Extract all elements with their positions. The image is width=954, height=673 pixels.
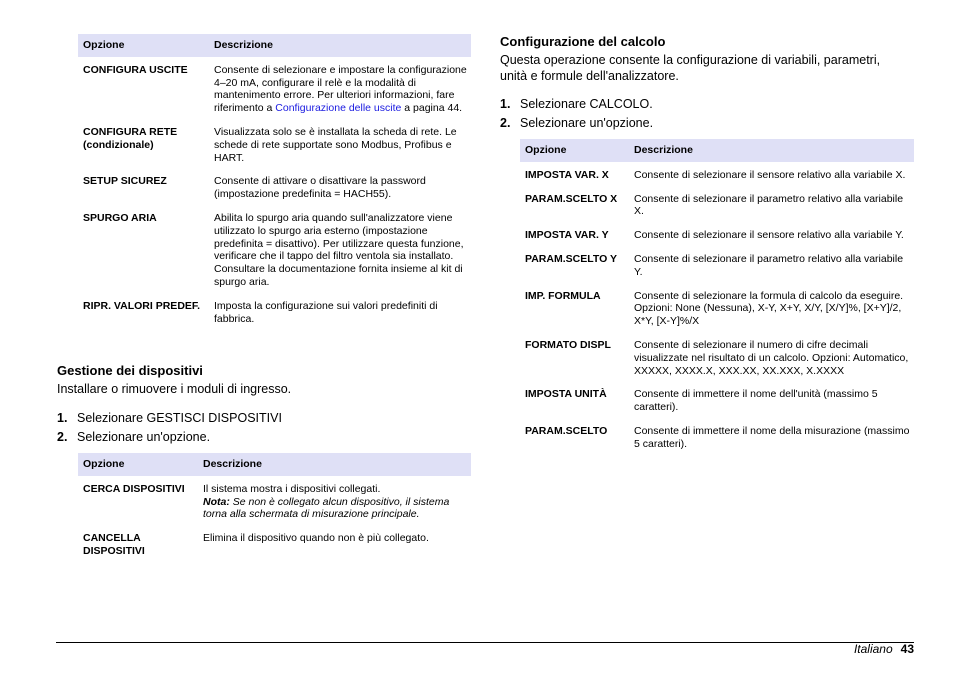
description-cell: Consente di attivare o disattivare la password (impostazione predefinita = HACH55). <box>214 175 426 201</box>
option-cell: IMP. FORMULA <box>525 289 601 302</box>
table-row <box>520 283 914 332</box>
calcolo-step-2 <box>500 115 653 131</box>
table-row <box>520 186 914 223</box>
gestione-step-2 <box>57 429 210 445</box>
table-row <box>78 525 471 562</box>
step-text: Selezionare un'opzione. <box>77 430 211 444</box>
option-cell: CONFIGURA USCITE <box>83 63 188 76</box>
description-cell: Consente di immettere il nome della misurazione (massimo 5 caratteri). <box>634 424 910 450</box>
description-cell <box>209 57 471 119</box>
description-cell: Consente di immettere il nome dell'unità (massimo 5 caratteri). <box>634 388 878 414</box>
table-row <box>520 381 914 418</box>
description-cell: Abilita lo spurgo aria quando sull'analizzatore viene utilizzato lo spurgo aria esterno (impostazione predefinita = disattivo). Per utilizzare questa funzione, verificare che il tappo del filtro ventola sia installato. Consultare la documentazione fornita insieme al kit di spurgo aria. <box>214 211 464 288</box>
calcolo-heading: Configurazione del calcolo <box>500 34 666 49</box>
step-text: Selezionare un'opzione. <box>520 116 654 130</box>
description-text-end: a pagina 44. <box>401 102 463 115</box>
gestione-heading: Gestione dei dispositivi <box>57 363 203 378</box>
header-description: Descrizione <box>198 453 471 476</box>
option-cell: PARAM.SCELTO X <box>525 192 618 205</box>
note-label: Nota: <box>203 495 230 508</box>
option-cell: IMPOSTA VAR. Y <box>525 229 609 242</box>
table-row <box>78 476 471 525</box>
gestione-step-1 <box>57 410 282 426</box>
option-cell: FORMATO DISPL <box>525 338 611 351</box>
header-description: Descrizione <box>629 139 914 162</box>
note-text: Se non è collegato alcun dispositivo, il sistema torna alla schermata di misurazione principale. <box>203 495 450 521</box>
gestione-intro: Installare o rimuovere i moduli di ingresso. <box>57 382 292 396</box>
description-cell: Consente di selezionare il parametro relativo alla variabile Y. <box>634 252 904 278</box>
table-row <box>520 418 914 455</box>
options-table-1-container <box>78 34 471 329</box>
step-text: Selezionare GESTISCI DISPOSITIVI <box>77 411 282 425</box>
header-option: Opzione <box>520 139 629 162</box>
option-cell: RIPR. VALORI PREDEF. <box>83 299 201 312</box>
header-option: Opzione <box>78 34 209 57</box>
description-cell: Visualizzata solo se è installata la scheda di rete. Le schede di rete supportate sono Modbus, Profibus e HART. <box>214 125 457 164</box>
table-row <box>520 332 914 381</box>
header-option: Opzione <box>78 453 198 476</box>
description-cell: Imposta la configurazione sui valori predefiniti di fabbrica. <box>214 299 438 325</box>
options-table-3-container <box>520 139 914 455</box>
description-cell: Consente di selezionare il sensore relativo alla variabile X. <box>634 168 906 181</box>
footer-language: Italiano <box>853 642 893 656</box>
option-cell: IMPOSTA UNITÀ <box>525 388 607 401</box>
step-number: 1. <box>57 411 68 425</box>
table-header-row <box>520 139 914 162</box>
table-row <box>78 205 471 293</box>
option-cell: PARAM.SCELTO <box>525 424 608 437</box>
table-header-row <box>78 453 471 476</box>
table-header-row <box>78 34 471 57</box>
options-table-2-container <box>78 453 471 562</box>
calcolo-step-1 <box>500 96 653 112</box>
page-footer <box>854 642 914 656</box>
table-row <box>78 119 471 168</box>
description-text: Consente di selezionare e impostare la configurazione 4–20 mA, configurare il relè e la modalità di mantenimento errore. Per ulteriori informazioni, fare riferimento a <box>214 63 467 115</box>
option-cell: CERCA DISPOSITIVI <box>83 482 185 495</box>
footer-rule <box>56 642 914 643</box>
description-text: Il sistema mostra i dispositivi collegati. <box>203 482 381 495</box>
option-cell: IMPOSTA VAR. X <box>525 168 609 181</box>
table-row <box>520 162 914 186</box>
option-cell: SPURGO ARIA <box>83 211 157 224</box>
page-number: 43 <box>900 642 914 656</box>
step-text: Selezionare CALCOLO. <box>520 97 653 111</box>
option-cell: SETUP SICUREZ <box>83 175 167 188</box>
description-cell: Consente di selezionare il parametro relativo alla variabile X. <box>634 192 904 218</box>
description-cell: Elimina il dispositivo quando non è più collegato. <box>203 532 429 545</box>
description-cell: Consente di selezionare la formula di calcolo da eseguire. Opzioni: None (Nessuna), X-Y, X+Y, X/Y, [X/Y]%, [X+Y]/2, X*Y, [X-Y]%/X <box>634 289 904 328</box>
options-table-3 <box>520 139 914 455</box>
table-row <box>78 293 471 330</box>
table-row <box>78 57 471 119</box>
calcolo-intro: Questa operazione consente la configurazione di variabili, parametri, unità e formule dell'analizzatore. <box>500 53 881 83</box>
description-cell: Consente di selezionare il numero di cifre decimali visualizzate nel risultato di un calcolo. Opzioni: Automatico, XXXXX, XXXX.X, XXX.XX, XX.XXX, X.XXXX <box>634 338 909 377</box>
table-row <box>520 222 914 246</box>
configurazione-uscite-link[interactable]: Configurazione delle uscite <box>275 102 402 115</box>
description-cell <box>198 476 471 525</box>
options-table-2 <box>78 453 471 562</box>
step-number: 2. <box>57 430 68 444</box>
options-table-1 <box>78 34 471 329</box>
header-description: Descrizione <box>209 34 471 57</box>
table-row <box>78 168 471 205</box>
option-cell: CONFIGURA RETE (condizionale) <box>83 125 178 151</box>
option-cell: CANCELLA DISPOSITIVI <box>83 532 145 557</box>
step-number: 2. <box>500 116 511 130</box>
description-cell: Consente di selezionare il sensore relativo alla variabile Y. <box>634 229 904 242</box>
table-row <box>520 246 914 283</box>
step-number: 1. <box>500 97 511 111</box>
option-cell: PARAM.SCELTO Y <box>525 252 617 265</box>
